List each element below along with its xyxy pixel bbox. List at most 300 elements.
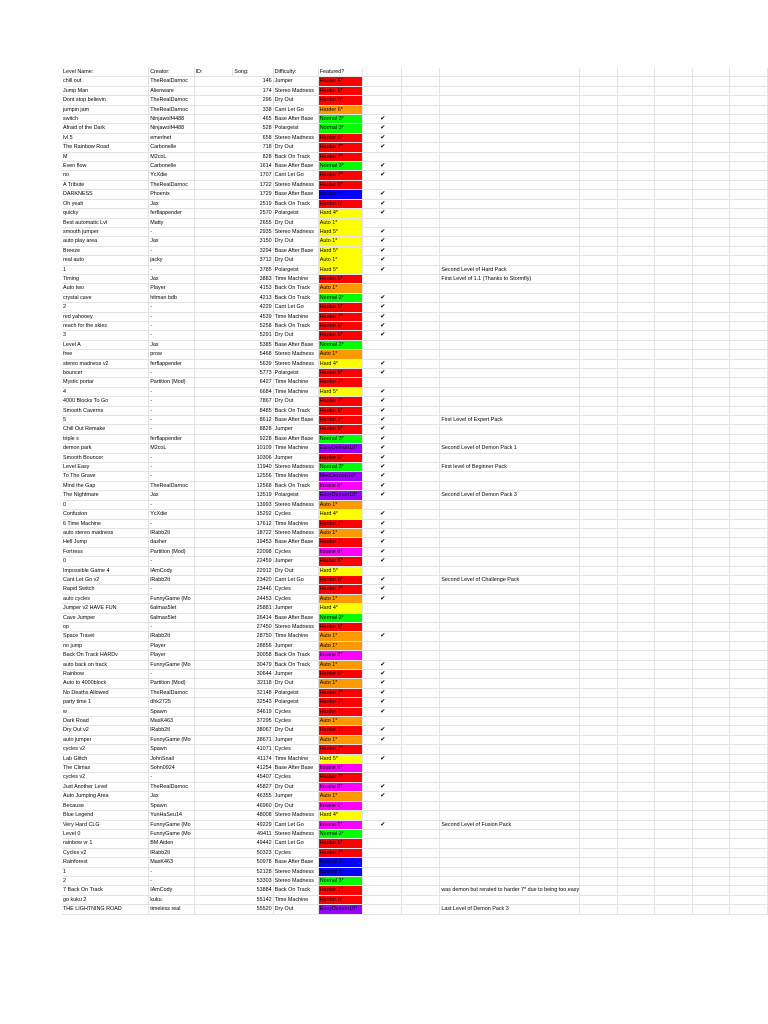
empty-cell[interactable] [580, 246, 618, 255]
note-cell[interactable] [440, 143, 580, 152]
empty-cell[interactable] [580, 660, 618, 669]
empty-cell[interactable] [692, 575, 730, 584]
creator-cell[interactable]: lRabb2tl [149, 575, 194, 584]
id-cell[interactable]: 6427 [194, 378, 273, 387]
empty-cell[interactable] [617, 472, 655, 481]
empty-cell[interactable] [692, 463, 730, 472]
creator-cell[interactable]: Spawn [149, 745, 194, 754]
empty-cell[interactable] [655, 726, 693, 735]
empty-cell[interactable] [730, 528, 768, 537]
empty-cell[interactable] [401, 557, 439, 566]
empty-cell[interactable] [580, 406, 618, 415]
empty-cell[interactable] [580, 143, 618, 152]
empty-cell[interactable] [655, 717, 693, 726]
empty-cell[interactable] [655, 594, 693, 603]
note-cell[interactable] [440, 895, 580, 904]
empty-cell[interactable] [655, 133, 693, 142]
featured-check-cell[interactable]: ✔ [363, 369, 402, 378]
song-cell[interactable]: Stereo Madness [273, 350, 318, 359]
empty-cell[interactable] [401, 340, 439, 349]
empty-cell[interactable] [580, 105, 618, 114]
creator-cell[interactable]: lRabb2tl [149, 726, 194, 735]
empty-cell[interactable] [401, 133, 439, 142]
empty-cell[interactable] [692, 500, 730, 509]
empty-cell[interactable] [730, 510, 768, 519]
empty-cell[interactable] [580, 782, 618, 791]
empty-cell[interactable] [580, 557, 618, 566]
empty-cell[interactable] [580, 331, 618, 340]
note-cell[interactable] [440, 867, 580, 876]
level-name-cell[interactable]: THE LIGHTNING ROAD [62, 905, 149, 914]
empty-cell[interactable] [692, 190, 730, 199]
empty-cell[interactable] [655, 500, 693, 509]
note-cell[interactable] [440, 698, 580, 707]
header-song[interactable]: Song: [233, 68, 273, 77]
empty-cell[interactable] [692, 218, 730, 227]
empty-cell[interactable] [580, 180, 618, 189]
empty-cell[interactable] [692, 77, 730, 86]
empty-cell[interactable] [692, 359, 730, 368]
empty-cell[interactable] [401, 585, 439, 594]
empty-cell[interactable] [655, 331, 693, 340]
id-cell[interactable]: 5291 [194, 331, 273, 340]
difficulty-cell[interactable]: Hard 4* [318, 811, 363, 820]
id-cell[interactable]: 5468 [194, 350, 273, 359]
empty-cell[interactable] [730, 162, 768, 171]
difficulty-cell[interactable]: Normal 3* [318, 293, 363, 302]
id-cell[interactable]: 5639 [194, 359, 273, 368]
difficulty-cell[interactable]: Insane 8* [318, 764, 363, 773]
empty-cell[interactable] [730, 124, 768, 133]
song-cell[interactable]: Polargeist [273, 688, 318, 697]
level-name-cell[interactable]: Level 0 [62, 829, 149, 838]
empty-cell[interactable] [617, 632, 655, 641]
empty-cell[interactable] [401, 688, 439, 697]
empty-cell[interactable] [692, 876, 730, 885]
song-cell[interactable]: Time Machine [273, 895, 318, 904]
empty-cell[interactable] [655, 510, 693, 519]
featured-check-cell[interactable] [363, 622, 402, 631]
empty-cell[interactable] [730, 434, 768, 443]
empty-cell[interactable] [655, 444, 693, 453]
difficulty-cell[interactable]: Hard 5* [318, 754, 363, 763]
note-cell[interactable] [440, 359, 580, 368]
empty-cell[interactable] [617, 519, 655, 528]
song-cell[interactable]: Dry Out [273, 905, 318, 914]
featured-check-cell[interactable] [363, 152, 402, 161]
level-name-cell[interactable]: rainbow vr 1 [62, 839, 149, 848]
empty-cell[interactable] [580, 397, 618, 406]
featured-check-cell[interactable]: ✔ [363, 359, 402, 368]
id-cell[interactable]: 50978 [194, 858, 273, 867]
empty-cell[interactable] [655, 670, 693, 679]
creator-cell[interactable]: - [149, 416, 194, 425]
level-name-cell[interactable]: stereo madness v2 [62, 359, 149, 368]
empty-cell[interactable] [730, 265, 768, 274]
note-cell[interactable] [440, 387, 580, 396]
empty-cell[interactable] [401, 143, 439, 152]
empty-cell[interactable] [617, 886, 655, 895]
song-cell[interactable]: Dry Out [273, 397, 318, 406]
empty-cell[interactable] [655, 782, 693, 791]
id-cell[interactable]: 4539 [194, 312, 273, 321]
creator-cell[interactable]: - [149, 406, 194, 415]
empty-cell[interactable] [730, 425, 768, 434]
id-cell[interactable]: 4229 [194, 303, 273, 312]
empty-cell[interactable] [692, 453, 730, 462]
empty-cell[interactable] [580, 651, 618, 660]
creator-cell[interactable]: - [149, 312, 194, 321]
featured-check-cell[interactable]: ✔ [363, 434, 402, 443]
empty-cell[interactable] [401, 660, 439, 669]
creator-cell[interactable]: Matty [149, 218, 194, 227]
creator-cell[interactable]: - [149, 622, 194, 631]
id-cell[interactable]: 49442 [194, 839, 273, 848]
creator-cell[interactable]: dasher [149, 538, 194, 547]
note-cell[interactable] [440, 773, 580, 782]
empty-cell[interactable] [580, 171, 618, 180]
empty-cell[interactable] [655, 491, 693, 500]
empty-cell[interactable] [692, 651, 730, 660]
empty-cell[interactable] [580, 77, 618, 86]
creator-cell[interactable]: - [149, 303, 194, 312]
empty-cell[interactable] [730, 453, 768, 462]
empty-cell[interactable] [580, 256, 618, 265]
song-cell[interactable]: Dry Out [273, 566, 318, 575]
note-cell[interactable] [440, 547, 580, 556]
empty-cell[interactable] [401, 303, 439, 312]
difficulty-cell[interactable]: Harder 7* [318, 745, 363, 754]
featured-check-cell[interactable] [363, 613, 402, 622]
empty-cell[interactable] [692, 717, 730, 726]
song-cell[interactable]: Jumper [273, 425, 318, 434]
song-cell[interactable]: Stereo Madness [273, 86, 318, 95]
level-name-cell[interactable]: 4000 Blocks To Go [62, 397, 149, 406]
empty-cell[interactable] [655, 688, 693, 697]
empty-cell[interactable] [655, 152, 693, 161]
empty-cell[interactable] [730, 68, 768, 77]
creator-cell[interactable]: MasK463 [149, 717, 194, 726]
empty-cell[interactable] [617, 162, 655, 171]
featured-check-cell[interactable]: ✔ [363, 472, 402, 481]
creator-cell[interactable]: TheRealDarnoc [149, 105, 194, 114]
featured-check-cell[interactable]: ✔ [363, 162, 402, 171]
empty-cell[interactable] [655, 425, 693, 434]
empty-cell[interactable] [580, 510, 618, 519]
difficulty-cell[interactable]: Harder 6* [318, 406, 363, 415]
creator-cell[interactable]: FunnyGame (Mo [149, 594, 194, 603]
empty-cell[interactable] [580, 491, 618, 500]
empty-cell[interactable] [617, 660, 655, 669]
difficulty-cell[interactable]: Harder 7* [318, 152, 363, 161]
id-cell[interactable]: 52128 [194, 867, 273, 876]
note-cell[interactable] [440, 190, 580, 199]
empty-cell[interactable] [617, 369, 655, 378]
empty-cell[interactable] [655, 96, 693, 105]
featured-check-cell[interactable]: ✔ [363, 585, 402, 594]
empty-cell[interactable] [655, 773, 693, 782]
level-name-cell[interactable]: 3 [62, 331, 149, 340]
id-cell[interactable]: 1729 [194, 190, 273, 199]
empty-cell[interactable] [580, 162, 618, 171]
empty-cell[interactable] [580, 886, 618, 895]
featured-check-cell[interactable]: ✔ [363, 237, 402, 246]
creator-cell[interactable]: - [149, 500, 194, 509]
empty-cell[interactable] [617, 867, 655, 876]
empty-cell[interactable] [617, 265, 655, 274]
empty-cell[interactable] [580, 905, 618, 914]
featured-check-cell[interactable]: ✔ [363, 688, 402, 697]
empty-cell[interactable] [655, 237, 693, 246]
empty-cell[interactable] [617, 124, 655, 133]
empty-cell[interactable] [692, 227, 730, 236]
note-cell[interactable] [440, 829, 580, 838]
empty-cell[interactable] [692, 350, 730, 359]
note-cell[interactable] [440, 340, 580, 349]
note-cell[interactable] [440, 782, 580, 791]
song-cell[interactable]: Stereo Madness [273, 811, 318, 820]
empty-cell[interactable] [655, 115, 693, 124]
empty-cell[interactable] [580, 378, 618, 387]
featured-check-cell[interactable]: ✔ [363, 199, 402, 208]
empty-cell[interactable] [401, 801, 439, 810]
empty-cell[interactable] [401, 331, 439, 340]
id-cell[interactable]: 2655 [194, 218, 273, 227]
empty-cell[interactable] [655, 839, 693, 848]
difficulty-cell[interactable]: Normal 3* [318, 876, 363, 885]
empty-cell[interactable] [655, 453, 693, 462]
song-cell[interactable]: Cycles [273, 848, 318, 857]
featured-check-cell[interactable]: ✔ [363, 754, 402, 763]
empty-cell[interactable] [655, 905, 693, 914]
difficulty-cell[interactable]: Normal 2* [318, 867, 363, 876]
featured-check-cell[interactable]: ✔ [363, 481, 402, 490]
empty-cell[interactable] [730, 105, 768, 114]
empty-cell[interactable] [617, 256, 655, 265]
creator-cell[interactable]: lRabb2tl [149, 632, 194, 641]
empty-cell[interactable] [730, 670, 768, 679]
song-cell[interactable]: Time Machine [273, 632, 318, 641]
note-cell[interactable] [440, 218, 580, 227]
note-cell[interactable]: Second Level of Challenge Pack [440, 575, 580, 584]
difficulty-cell[interactable]: Insane 8* [318, 481, 363, 490]
empty-cell[interactable] [692, 547, 730, 556]
header-difficulty[interactable]: Difficulty: [273, 68, 318, 77]
level-name-cell[interactable]: To The Grave [62, 472, 149, 481]
creator-cell[interactable]: Ninjawolf4488 [149, 115, 194, 124]
level-name-cell[interactable]: Back On Track HARDv [62, 651, 149, 660]
level-name-cell[interactable]: auto jumper [62, 735, 149, 744]
empty-cell[interactable] [692, 886, 730, 895]
id-cell[interactable]: 30479 [194, 660, 273, 669]
empty-cell[interactable] [401, 152, 439, 161]
empty-cell[interactable] [655, 707, 693, 716]
id-cell[interactable]: 718 [194, 143, 273, 152]
empty-cell[interactable] [655, 171, 693, 180]
creator-cell[interactable]: 6almas5let [149, 604, 194, 613]
empty-cell[interactable] [730, 876, 768, 885]
id-cell[interactable]: 5258 [194, 321, 273, 330]
empty-cell[interactable] [617, 359, 655, 368]
empty-cell[interactable] [730, 688, 768, 697]
song-cell[interactable]: Base After Base [273, 538, 318, 547]
song-cell[interactable]: Back On Track [273, 481, 318, 490]
empty-cell[interactable] [580, 698, 618, 707]
featured-check-cell[interactable] [363, 717, 402, 726]
level-name-cell[interactable]: The Rainbow Road [62, 143, 149, 152]
empty-cell[interactable] [655, 227, 693, 236]
empty-cell[interactable] [730, 321, 768, 330]
empty-cell[interactable] [401, 622, 439, 631]
note-cell[interactable]: Second Level of Hard Pack [440, 265, 580, 274]
note-cell[interactable] [440, 162, 580, 171]
featured-check-cell[interactable]: ✔ [363, 735, 402, 744]
id-cell[interactable]: 46355 [194, 792, 273, 801]
empty-cell[interactable] [692, 105, 730, 114]
level-name-cell[interactable]: Afraid of the Dark [62, 124, 149, 133]
empty-cell[interactable] [617, 500, 655, 509]
empty-cell[interactable] [580, 209, 618, 218]
empty-cell[interactable] [617, 717, 655, 726]
song-cell[interactable]: Base After Base [273, 246, 318, 255]
id-cell[interactable]: 41254 [194, 764, 273, 773]
featured-check-cell[interactable]: ✔ [363, 660, 402, 669]
empty-cell[interactable] [617, 839, 655, 848]
level-name-cell[interactable]: cycles v2 [62, 773, 149, 782]
id-cell[interactable]: 3785 [194, 265, 273, 274]
id-cell[interactable]: 28856 [194, 641, 273, 650]
empty-cell[interactable] [401, 274, 439, 283]
featured-check-cell[interactable]: ✔ [363, 321, 402, 330]
empty-cell[interactable] [655, 86, 693, 95]
id-cell[interactable]: 41071 [194, 745, 273, 754]
difficulty-cell[interactable]: Hard 5* [318, 566, 363, 575]
level-name-cell[interactable]: Rainbow [62, 670, 149, 679]
empty-cell[interactable] [401, 594, 439, 603]
level-name-cell[interactable]: A Tribute [62, 180, 149, 189]
empty-cell[interactable] [692, 670, 730, 679]
note-cell[interactable] [440, 858, 580, 867]
level-name-cell[interactable]: triple s [62, 434, 149, 443]
empty-cell[interactable] [580, 754, 618, 763]
note-cell[interactable] [440, 594, 580, 603]
empty-cell[interactable] [655, 801, 693, 810]
empty-cell[interactable] [692, 143, 730, 152]
empty-cell[interactable] [655, 472, 693, 481]
empty-cell[interactable] [617, 331, 655, 340]
creator-cell[interactable]: - [149, 425, 194, 434]
empty-cell[interactable] [580, 481, 618, 490]
note-cell[interactable]: Second Level of Demon Pack 3 [440, 491, 580, 500]
song-cell[interactable]: Polargeist [273, 209, 318, 218]
level-name-cell[interactable]: op [62, 622, 149, 631]
level-name-cell[interactable]: Dont stop believin [62, 96, 149, 105]
empty-cell[interactable] [401, 265, 439, 274]
level-name-cell[interactable]: auto cycles [62, 594, 149, 603]
note-cell[interactable] [440, 500, 580, 509]
empty-cell[interactable] [692, 764, 730, 773]
empty-cell[interactable] [617, 218, 655, 227]
level-name-cell[interactable]: switch [62, 115, 149, 124]
creator-cell[interactable]: Partition (Mod) [149, 679, 194, 688]
featured-check-cell[interactable]: ✔ [363, 209, 402, 218]
difficulty-cell[interactable]: Harder 6* [318, 199, 363, 208]
empty-cell[interactable] [401, 171, 439, 180]
empty-cell[interactable] [730, 472, 768, 481]
note-cell[interactable]: First Level of 1.1 (Thanks to Stormfly) [440, 274, 580, 283]
empty-cell[interactable] [730, 481, 768, 490]
creator-cell[interactable]: 6almas5let [149, 613, 194, 622]
empty-cell[interactable] [655, 321, 693, 330]
empty-cell[interactable] [401, 604, 439, 613]
empty-cell[interactable] [692, 115, 730, 124]
creator-cell[interactable]: FunnyGame (Mo [149, 660, 194, 669]
empty-cell[interactable] [655, 68, 693, 77]
note-cell[interactable] [440, 632, 580, 641]
id-cell[interactable]: 2935 [194, 227, 273, 236]
empty-cell[interactable] [692, 773, 730, 782]
empty-cell[interactable] [655, 359, 693, 368]
level-name-cell[interactable]: Hell Jump [62, 538, 149, 547]
empty-cell[interactable] [730, 641, 768, 650]
empty-cell[interactable] [580, 707, 618, 716]
empty-cell[interactable] [655, 199, 693, 208]
empty-cell[interactable] [617, 735, 655, 744]
featured-check-cell[interactable]: ✔ [363, 416, 402, 425]
empty-cell[interactable] [401, 651, 439, 660]
creator-cell[interactable]: FunnyGame (Mo [149, 829, 194, 838]
level-name-cell[interactable]: Fortress [62, 547, 149, 556]
creator-cell[interactable]: TheRealDarnoc [149, 96, 194, 105]
empty-cell[interactable] [692, 782, 730, 791]
id-cell[interactable]: 4153 [194, 284, 273, 293]
empty-cell[interactable] [580, 434, 618, 443]
empty-cell[interactable] [730, 773, 768, 782]
song-cell[interactable]: Stereo Madness [273, 876, 318, 885]
empty-cell[interactable] [692, 96, 730, 105]
level-name-cell[interactable]: auto stereo madness [62, 528, 149, 537]
empty-cell[interactable] [655, 538, 693, 547]
difficulty-cell[interactable]: Auto 1* [318, 350, 363, 359]
empty-cell[interactable] [580, 416, 618, 425]
creator-cell[interactable]: - [149, 876, 194, 885]
level-name-cell[interactable]: no [62, 171, 149, 180]
song-cell[interactable]: Base After Base [273, 115, 318, 124]
level-name-cell[interactable]: 2 [62, 303, 149, 312]
note-cell[interactable] [440, 557, 580, 566]
featured-check-cell[interactable] [363, 274, 402, 283]
featured-check-cell[interactable]: ✔ [363, 707, 402, 716]
empty-cell[interactable] [617, 152, 655, 161]
empty-cell[interactable] [730, 519, 768, 528]
featured-check-cell[interactable] [363, 764, 402, 773]
difficulty-cell[interactable]: Normal 3* [318, 124, 363, 133]
empty-cell[interactable] [617, 622, 655, 631]
empty-cell[interactable] [692, 613, 730, 622]
creator-cell[interactable]: Jax [149, 792, 194, 801]
song-cell[interactable]: Polargeist [273, 124, 318, 133]
level-name-cell[interactable]: No Deaths Allowed [62, 688, 149, 697]
empty-cell[interactable] [617, 895, 655, 904]
empty-cell[interactable] [730, 77, 768, 86]
song-cell[interactable]: Polargeist [273, 491, 318, 500]
note-cell[interactable] [440, 124, 580, 133]
empty-cell[interactable] [580, 566, 618, 575]
empty-cell[interactable] [692, 754, 730, 763]
song-cell[interactable]: Stereo Madness [273, 622, 318, 631]
empty-cell[interactable] [692, 378, 730, 387]
empty-cell[interactable] [655, 350, 693, 359]
